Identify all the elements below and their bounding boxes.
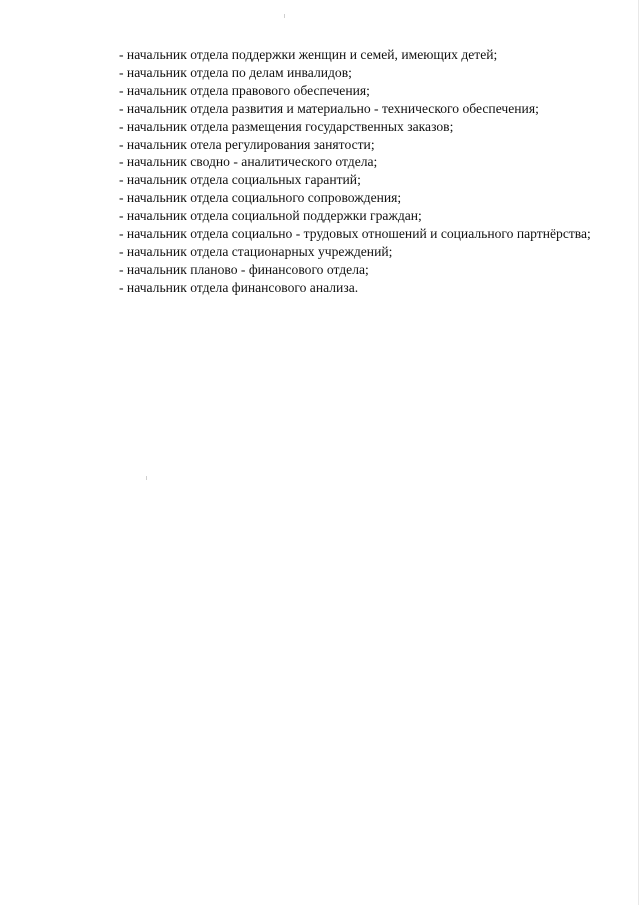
list-item: - начальник отдела поддержки женщин и семей, имеющих детей; (119, 47, 498, 62)
scan-mark (284, 14, 285, 18)
list-item: - начальник отдела социальных гарантий; (119, 172, 361, 188)
list-item: - начальник отдела развития и материально - технического обеспечения; (119, 100, 539, 116)
list-item: - начальник отдела финансового анализа. (119, 279, 359, 295)
list-item: - начальник сводно - аналитического отдела; (119, 154, 378, 170)
page-edge (638, 0, 639, 905)
list-item: - начальник отдела социальной поддержки граждан; (119, 208, 422, 224)
list-item: - начальник отела регулирования занятости; (119, 136, 375, 152)
position-list (90, 46, 602, 297)
list-item: - начальник отдела стационарных учреждений; (119, 243, 393, 259)
list-item: - начальник планово - финансового отдела; (119, 261, 369, 277)
list-item: - начальник отдела социального сопровождения; (119, 190, 402, 206)
list-item: - начальник отдела правового обеспечения; (119, 82, 370, 98)
scan-mark (146, 476, 147, 480)
list-item: - начальник отдела социально - трудовых отношений и социального партнёрства; (119, 226, 591, 242)
list-item: - начальник отдела по делам инвалидов; (119, 64, 352, 80)
list-item: - начальник отдела размещения государственных заказов; (119, 118, 454, 134)
